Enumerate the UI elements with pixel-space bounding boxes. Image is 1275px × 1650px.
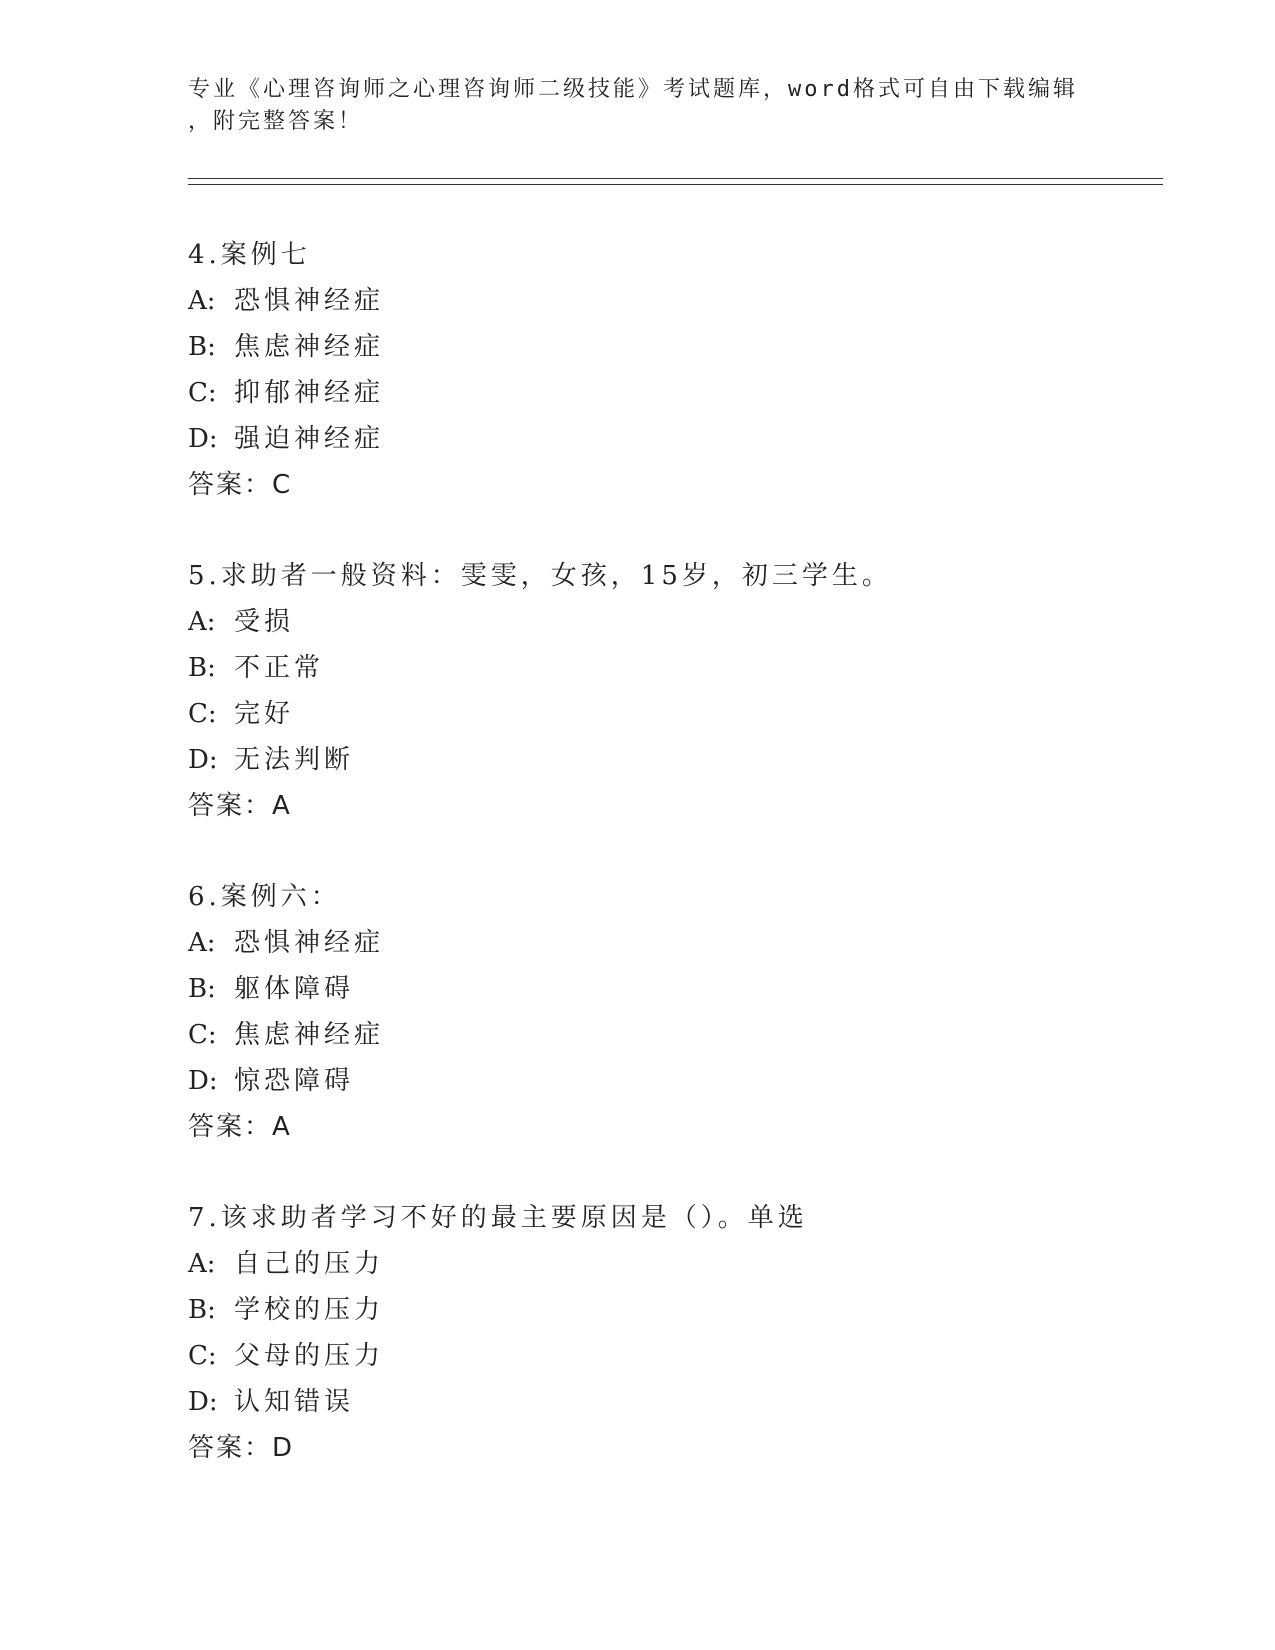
- option-text: 学校的压力: [234, 1295, 385, 1325]
- option-text: 强迫神经症: [234, 424, 385, 454]
- option-key: C:: [188, 1020, 217, 1050]
- header-title-line-2: ，附完整答案！: [188, 109, 364, 134]
- option-text: 不正常: [234, 653, 325, 683]
- option-key: C:: [188, 378, 217, 408]
- question-title: 7.该求助者学习不好的最主要原因是（）。单选: [188, 1203, 808, 1233]
- option-key: A:: [188, 1249, 216, 1279]
- option-b: [188, 645, 1138, 691]
- option-d: [188, 416, 1138, 462]
- option-a: [188, 920, 1138, 966]
- option-key: D:: [188, 1066, 218, 1096]
- option-key: C:: [188, 699, 217, 729]
- question-block: [188, 232, 1138, 508]
- option-c: [188, 691, 1138, 737]
- question-title: 4.案例七: [188, 240, 311, 270]
- header-divider: [188, 178, 1163, 185]
- question-title: 5.求助者一般资料：雯雯，女孩，15岁，初三学生。: [188, 561, 892, 591]
- option-d: [188, 737, 1138, 783]
- option-key: A:: [188, 928, 216, 958]
- option-key: B:: [188, 974, 216, 1004]
- document-header: [188, 74, 1088, 138]
- answer-line: 答案：A: [188, 791, 292, 821]
- answer-line: 答案：C: [188, 470, 293, 500]
- option-d: [188, 1379, 1138, 1425]
- option-b: [188, 324, 1138, 370]
- option-text: 焦虑神经症: [234, 1020, 385, 1050]
- option-key: A:: [188, 286, 216, 316]
- option-b: [188, 1287, 1138, 1333]
- option-text: 自己的压力: [234, 1249, 385, 1279]
- option-c: [188, 1012, 1138, 1058]
- header-title-line-1: 专业《心理咨询师之心理咨询师二级技能》考试题库，word格式可自由下载编辑: [188, 77, 1078, 102]
- option-b: [188, 966, 1138, 1012]
- option-key: B:: [188, 653, 216, 683]
- option-a: [188, 599, 1138, 645]
- question-block: [188, 1195, 1138, 1471]
- option-key: B:: [188, 332, 216, 362]
- option-text: 父母的压力: [234, 1341, 385, 1371]
- answer-line: 答案：D: [188, 1433, 295, 1463]
- option-text: 受损: [234, 607, 295, 637]
- option-text: 认知错误: [234, 1387, 355, 1417]
- option-key: D:: [188, 745, 218, 775]
- option-text: 恐惧神经症: [234, 286, 385, 316]
- option-text: 惊恐障碍: [234, 1066, 355, 1096]
- option-key: B:: [188, 1295, 216, 1325]
- option-key: D:: [188, 1387, 218, 1417]
- option-key: C:: [188, 1341, 217, 1371]
- option-text: 完好: [234, 699, 295, 729]
- option-text: 恐惧神经症: [234, 928, 385, 958]
- option-a: [188, 1241, 1138, 1287]
- option-text: 躯体障碍: [234, 974, 355, 1004]
- option-key: D:: [188, 424, 218, 454]
- option-c: [188, 1333, 1138, 1379]
- option-d: [188, 1058, 1138, 1104]
- question-block: [188, 553, 1138, 829]
- question-title: 6.案例六：: [188, 882, 341, 912]
- option-text: 焦虑神经症: [234, 332, 385, 362]
- option-text: 无法判断: [234, 745, 355, 775]
- question-block: [188, 874, 1138, 1150]
- option-text: 抑郁神经症: [234, 378, 385, 408]
- option-key: A:: [188, 607, 216, 637]
- option-c: [188, 370, 1138, 416]
- option-a: [188, 278, 1138, 324]
- answer-line: 答案：A: [188, 1112, 292, 1142]
